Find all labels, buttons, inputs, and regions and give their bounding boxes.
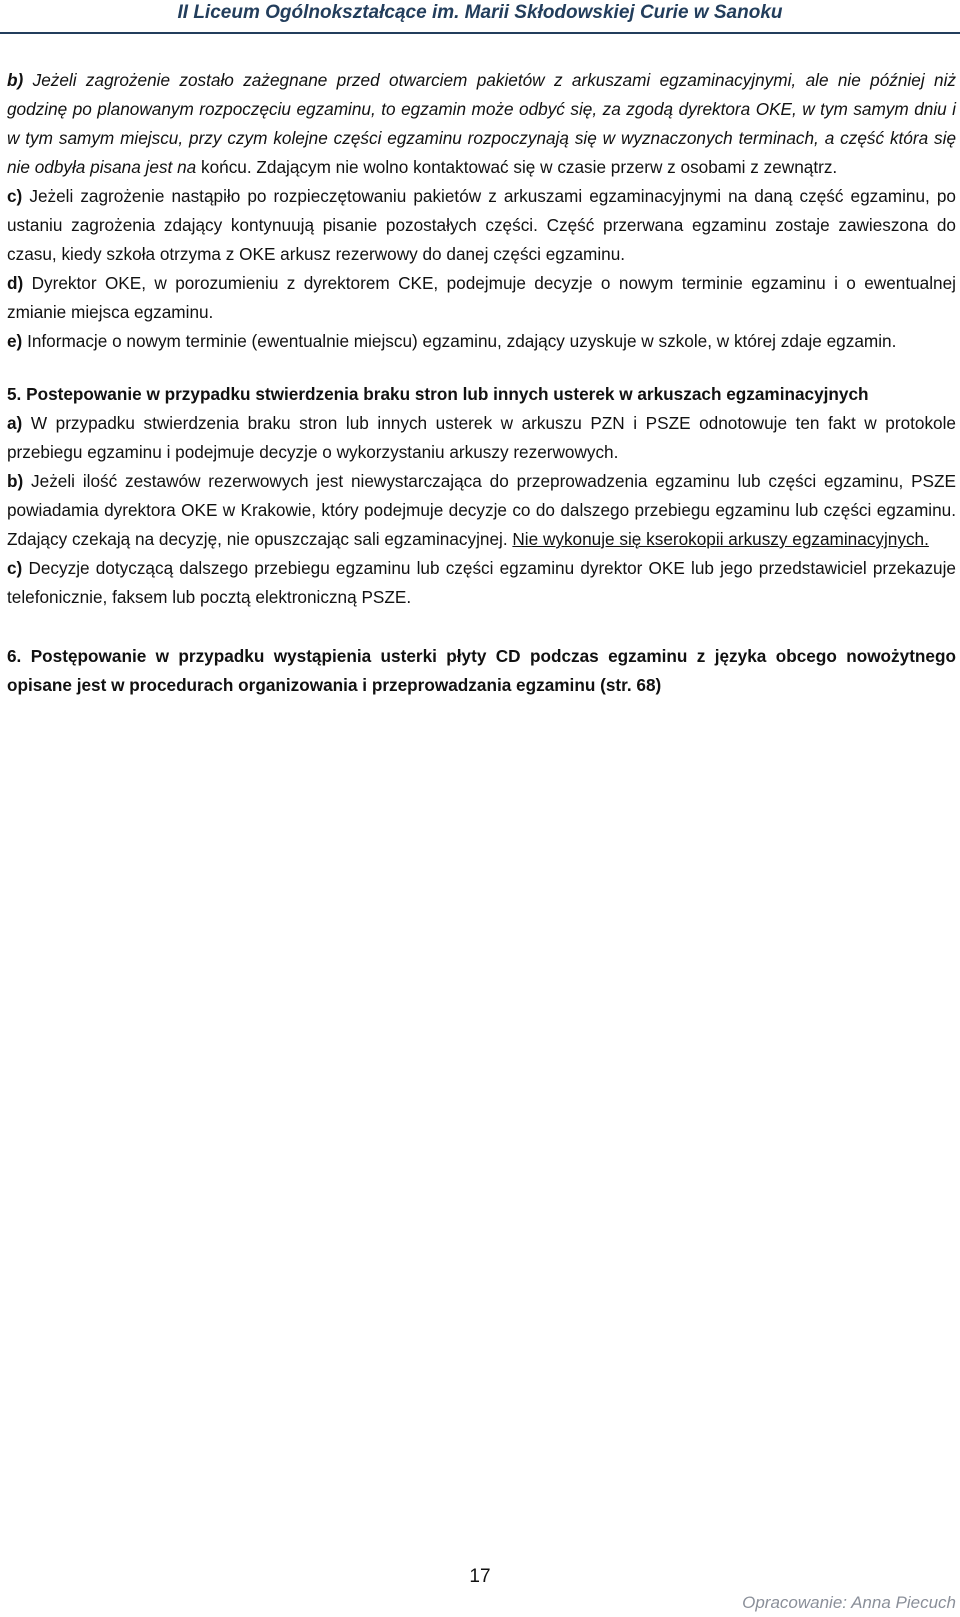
section-5-heading bbox=[7, 380, 956, 409]
section-5-b-underlined-note: Nie wykonuje się kserokopii arkuszy egzaminacyjnych. bbox=[512, 529, 929, 549]
document-body bbox=[7, 66, 956, 700]
paragraph-item-d bbox=[7, 269, 956, 327]
paragraph-section-5-b bbox=[7, 467, 956, 554]
item-c-text: Jeżeli zagrożenie nastąpiło po rozpieczętowaniu pakietów z arkuszami egzaminacyjnymi na daną część egzaminu, po ustaniu zagrożenia zdający kontynuują pisanie pozostałych części. Część przerwana egzaminu zostaje zawieszona do czasu, kiedy szkoła otrzyma z OKE arkusz rezerwowy do danej części egzaminu. bbox=[7, 186, 956, 264]
section-6-text: 6. Postępowanie w przypadku wystąpienia usterki płyty CD podczas egzaminu z języka obcego nowożytnego opisane jest w procedurach organizowania i przeprowadzania egzaminu (str. 68) bbox=[7, 646, 956, 695]
item-b-text-italic: Jeżeli zagrożenie zostało zażegnane przed otwarciem pakietów z arkuszami egzaminacyjnymi, ale nie później niż godzinę po planowanym rozpoczęciu egzaminu, to egzamin może odbyć się, za zgodą dyrektora OKE, w tym samym dniu i w tym samym miejscu, przy czym kolejne części egzaminu rozpoczynają się w wyznaczonych terminach, a część która się nie odbyła pisana jest na bbox=[7, 70, 956, 177]
item-b-label: b) bbox=[7, 70, 24, 90]
page-header-title: II Liceum Ogólnokształcące im. Marii Skłodowskiej Curie w Sanoku bbox=[177, 2, 783, 23]
item-d-text: Dyrektor OKE, w porozumieniu z dyrektorem CKE, podejmuje decyzje o nowym terminie egzaminu i o ewentualnej zmianie miejsca egzaminu. bbox=[7, 273, 956, 322]
section-5-c-label: c) bbox=[7, 558, 23, 578]
header-divider bbox=[0, 32, 960, 34]
spacer bbox=[7, 612, 956, 642]
item-e-text: Informacje o nowym terminie (ewentualnie miejscu) egzaminu, zdający uzyskuje w szkole, w której zdaje egzamin. bbox=[22, 331, 897, 351]
item-c-label: c) bbox=[7, 186, 23, 206]
paragraph-item-c bbox=[7, 182, 956, 269]
item-e-label: e) bbox=[7, 331, 23, 351]
item-d-label: d) bbox=[7, 273, 24, 293]
section-5-a-text: W przypadku stwierdzenia braku stron lub innych usterek w arkuszu PZN i PSZE odnotowuje ten fakt w protokole przebiegu egzaminu i podejmuje decyzje o wykorzystaniu arkuszy rezerwowych. bbox=[7, 413, 956, 462]
page-number: 17 bbox=[469, 1566, 491, 1587]
section-5-number: 5. bbox=[7, 384, 22, 404]
section-5-b-label: b) bbox=[7, 471, 24, 491]
item-b-text-regular: końcu. Zdającym nie wolno kontaktować się w czasie przerw z osobami z zewnątrz. bbox=[200, 157, 838, 177]
footer-author: Opracowanie: Anna Piecuch bbox=[742, 1593, 956, 1612]
section-5-a-label: a) bbox=[7, 413, 23, 433]
spacer bbox=[7, 356, 956, 380]
paragraph-item-b bbox=[7, 66, 956, 182]
section-5-b-text: Jeżeli ilość zestawów rezerwowych jest niewystarczająca do przeprowadzenia egzaminu lub części egzaminu, PSZE powiadamia dyrektora OKE w Krakowie, który podejmuje decyzje co do dalszego przebiegu egzaminu lub części egzaminu. Zdający czekają na decyzję, nie opuszczając sali egzaminacyjnej. bbox=[7, 471, 956, 549]
paragraph-item-e bbox=[7, 327, 956, 356]
section-5-c-text: Decyzje dotyczącą dalszego przebiegu egzaminu lub części egzaminu dyrektor OKE lub jego przedstawiciel przekazuje telefonicznie, faksem lub pocztą elektroniczną PSZE. bbox=[7, 558, 956, 607]
paragraph-section-5-a bbox=[7, 409, 956, 467]
paragraph-section-5-c bbox=[7, 554, 956, 612]
section-5-title: Postepowanie w przypadku stwierdzenia braku stron lub innych usterek w arkuszach egzaminacyjnych bbox=[21, 384, 869, 404]
